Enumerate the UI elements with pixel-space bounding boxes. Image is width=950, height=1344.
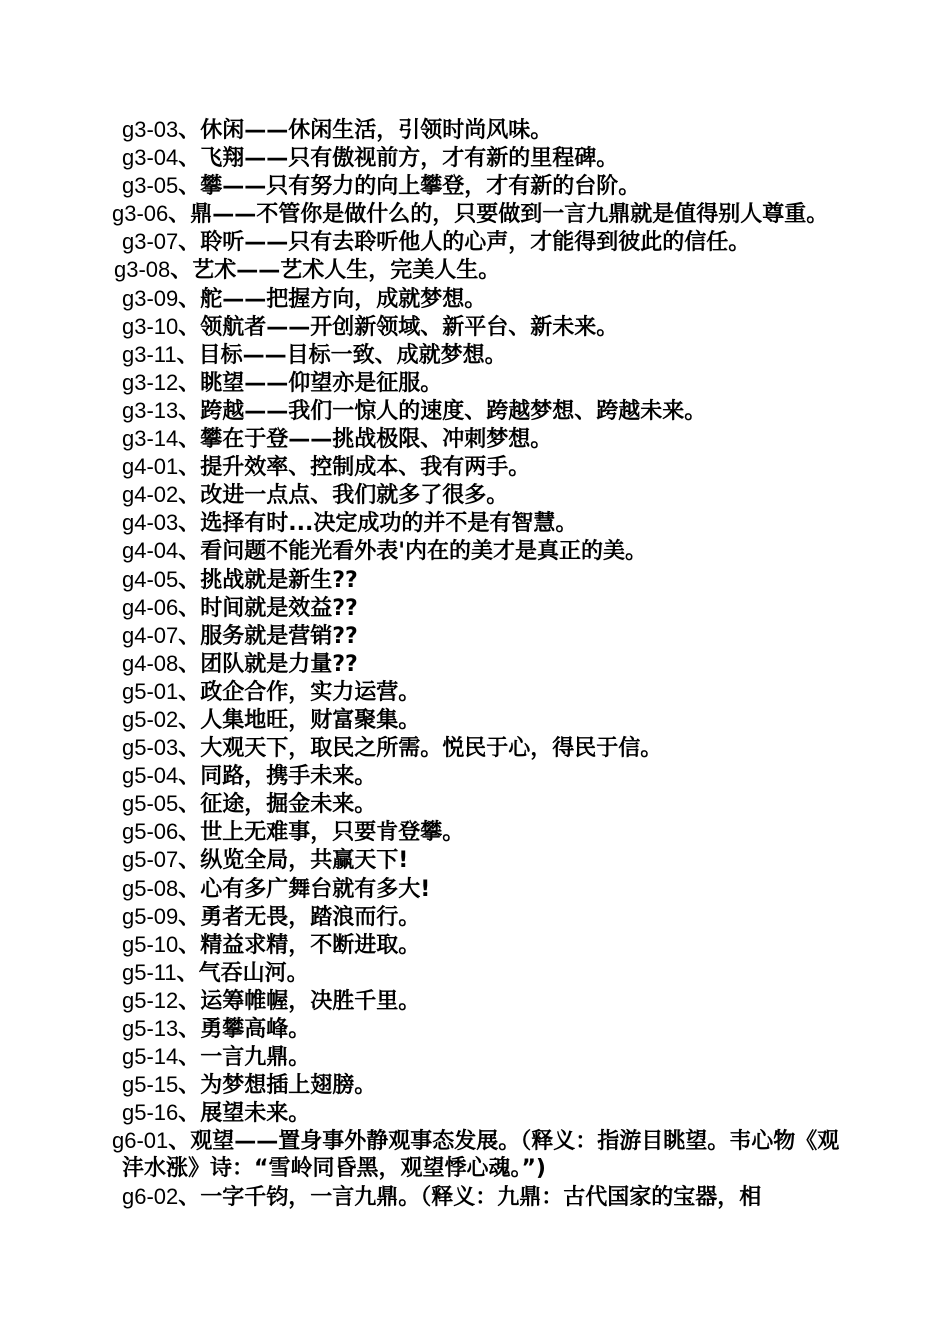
document-body — [112, 116, 842, 1211]
item-code: g6-02 — [122, 1183, 179, 1209]
item-text: 、一言九鼎。 — [178, 1045, 311, 1071]
item-code: g6-01 — [112, 1128, 169, 1154]
item-text: 、攀——只有努力的向上攀登，才有新的台阶。 — [178, 174, 641, 200]
item-text: 、政企合作，实力运营。 — [178, 679, 421, 705]
list-item — [112, 875, 842, 903]
list-item — [112, 846, 842, 874]
list-item — [112, 790, 842, 818]
item-code: g3-10 — [122, 313, 179, 339]
item-text: 、休闲——休闲生活，引领时尚风味。 — [178, 118, 553, 143]
list-item — [112, 678, 842, 706]
list-item — [112, 1099, 842, 1127]
item-code: g4-06 — [122, 594, 179, 620]
item-code: g4-01 — [122, 454, 179, 480]
item-text: 、飞翔——只有傲视前方，才有新的里程碑。 — [178, 146, 619, 172]
item-code: g5-15 — [122, 1072, 179, 1098]
item-code: g3-05 — [122, 173, 179, 199]
list-item — [112, 566, 842, 594]
item-code: g5-03 — [122, 735, 179, 761]
item-code: g3-03 — [122, 117, 179, 142]
item-text: 、挑战就是新生?? — [178, 567, 358, 593]
item-text: 、时间就是效益?? — [178, 595, 358, 621]
list-item — [112, 369, 842, 397]
item-code: g3-09 — [122, 285, 179, 311]
item-code: g5-05 — [122, 791, 179, 817]
item-text: 、世上无难事，只要肯登攀。 — [178, 820, 465, 846]
item-text: 、运筹帷幄，决胜千里。 — [178, 988, 421, 1014]
item-code: g5-09 — [122, 903, 179, 929]
list-item — [112, 144, 842, 172]
list-item — [112, 1043, 842, 1071]
item-text: 、纵览全局，共赢天下! — [178, 848, 409, 874]
item-text: 、眺望——仰望亦是征服。 — [178, 370, 443, 396]
list-item — [112, 594, 842, 622]
list-item — [112, 1071, 842, 1099]
item-text: 、人集地旺，财富聚集。 — [178, 707, 421, 733]
item-code: g3-07 — [122, 229, 179, 255]
item-code: g3-12 — [122, 369, 179, 395]
list-item — [112, 313, 842, 341]
item-code: g3-14 — [122, 426, 179, 452]
item-code: g3-08 — [114, 257, 171, 283]
item-code: g5-10 — [122, 931, 179, 957]
item-text: 、鼎——不管你是做什么的，只要做到一言九鼎就是值得别人尊重。 — [168, 202, 829, 228]
list-item — [112, 172, 842, 200]
list-item — [112, 509, 842, 537]
list-item — [112, 453, 842, 481]
item-text: 、为梦想插上翅膀。 — [178, 1073, 377, 1099]
item-code: g5-13 — [122, 1016, 179, 1041]
item-text: 、一字千钧，一言九鼎。（释义：九鼎：古代国家的宝器，相 — [178, 1184, 762, 1210]
item-code: g5-14 — [122, 1044, 179, 1070]
item-code: g3-04 — [122, 145, 179, 171]
item-text: 、勇攀高峰。 — [178, 1017, 311, 1042]
list-item — [112, 734, 842, 762]
list-item — [112, 818, 842, 846]
item-text: 、攀在于登——挑战极限、冲刺梦想。 — [178, 427, 553, 453]
item-text: 、气吞山河。 — [176, 960, 309, 986]
item-code: g4-04 — [122, 538, 179, 564]
list-item — [112, 987, 842, 1015]
item-text: 、提升效率、控制成本、我有两手。 — [178, 455, 531, 481]
item-text: 、大观天下，取民之所需。悦民于心，得民于信。 — [178, 736, 663, 762]
item-text: 、领航者——开创新领域、新平台、新未来。 — [178, 314, 619, 340]
item-code: g3-06 — [112, 201, 169, 227]
item-text: 、展望未来。 — [178, 1101, 311, 1127]
item-code: g4-08 — [122, 650, 179, 676]
list-item — [104, 200, 842, 228]
list-item — [112, 650, 842, 678]
list-item — [112, 341, 842, 369]
item-code: g3-13 — [122, 397, 179, 423]
item-code: g5-07 — [122, 847, 179, 873]
item-text: 、艺术——艺术人生，完美人生。 — [170, 258, 501, 284]
item-text: 、目标——目标一致、成就梦想。 — [176, 342, 507, 368]
item-code: g5-12 — [122, 987, 179, 1013]
item-code: g5-06 — [122, 819, 179, 845]
item-text: 、同路，携手未来。 — [178, 764, 377, 790]
item-code: g5-16 — [122, 1100, 179, 1126]
item-text: 、观望——置身事外静观事态发展。（释义：指游目眺望。韦心物《观沣水涨》诗：“雪岭同昏黑，观望悸心魂。”) — [122, 1129, 840, 1182]
list-item — [112, 397, 842, 425]
list-item — [112, 1183, 842, 1211]
list-item — [112, 425, 842, 453]
list-item — [112, 116, 842, 144]
list-item — [112, 228, 842, 256]
item-code: g5-11 — [122, 959, 177, 985]
item-code: g5-02 — [122, 706, 179, 732]
list-item — [112, 622, 842, 650]
list-item — [112, 903, 842, 931]
list-item — [112, 481, 842, 509]
item-text: 、心有多广舞台就有多大! — [178, 876, 431, 902]
list-item — [112, 1015, 842, 1043]
list-item — [112, 762, 842, 790]
item-text: 、精益求精，不断进取。 — [178, 932, 421, 958]
item-text: 、聆听——只有去聆听他人的心声，才能得到彼此的信任。 — [178, 230, 751, 256]
item-text: 、选择有时...决定成功的并不是有智慧。 — [178, 511, 578, 537]
list-item — [112, 256, 842, 284]
item-code: g4-05 — [122, 566, 179, 592]
list-item — [112, 285, 842, 313]
item-code: g4-07 — [122, 622, 179, 648]
list-item — [104, 1127, 842, 1182]
item-code: g3-11 — [122, 341, 177, 367]
item-code: g5-04 — [122, 763, 179, 789]
item-code: g5-08 — [122, 875, 179, 901]
item-code: g4-03 — [122, 510, 179, 536]
item-code: g4-02 — [122, 482, 179, 508]
item-text: 、勇者无畏，踏浪而行。 — [178, 904, 421, 930]
list-item — [112, 537, 842, 565]
list-item — [112, 959, 842, 987]
list-item — [112, 706, 842, 734]
list-item — [112, 931, 842, 959]
item-text: 、跨越——我们一惊人的速度、跨越梦想、跨越未来。 — [178, 398, 707, 424]
item-text: 、看问题不能光看外表'内在的美才是真正的美。 — [178, 539, 648, 565]
item-text: 、舵——把握方向，成就梦想。 — [178, 286, 487, 312]
item-code: g5-01 — [122, 678, 179, 704]
item-text: 、征途，掘金未来。 — [178, 792, 377, 818]
item-text: 、服务就是营销?? — [178, 623, 358, 649]
item-text: 、改进一点点、我们就多了很多。 — [178, 483, 509, 509]
item-text: 、团队就是力量?? — [178, 651, 358, 677]
